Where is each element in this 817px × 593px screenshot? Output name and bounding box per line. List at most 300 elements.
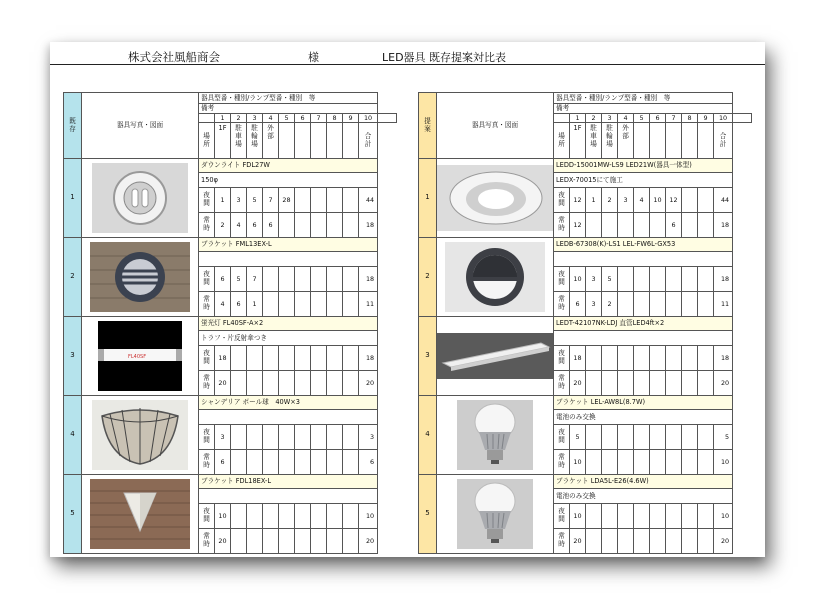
led-round-bracket-photo xyxy=(437,242,553,312)
day-count xyxy=(634,450,650,475)
item-note xyxy=(199,489,378,504)
night-count xyxy=(279,346,295,371)
day-count xyxy=(343,529,359,554)
fluorescent-tube-photo xyxy=(82,321,198,391)
day-count xyxy=(263,292,279,317)
location-name: 駐輪場 xyxy=(606,124,613,148)
day-count xyxy=(698,292,714,317)
type-column-header: 器具型番・種別/ランプ型番・種別 等 xyxy=(554,93,733,104)
day-count xyxy=(263,371,279,396)
day-count xyxy=(650,450,666,475)
day-count xyxy=(295,529,311,554)
item-number: 1 xyxy=(64,159,82,238)
night-total: 44 xyxy=(359,188,378,213)
existing-item-row xyxy=(64,159,397,173)
day-count: 6 xyxy=(666,213,682,238)
day-count xyxy=(618,213,634,238)
honorific: 様 xyxy=(308,51,319,64)
night-total: 18 xyxy=(714,267,733,292)
day-count: 3 xyxy=(586,292,602,317)
day-count xyxy=(311,292,327,317)
day-count xyxy=(698,529,714,554)
day-count xyxy=(682,292,698,317)
item-type: 蛍光灯 FL40SF-A×2 xyxy=(199,317,378,331)
item-note xyxy=(199,410,378,425)
day-label: 常時 xyxy=(558,453,565,469)
night-count: 10 xyxy=(215,504,231,529)
day-count xyxy=(634,292,650,317)
night-count xyxy=(327,188,343,213)
night-count xyxy=(666,346,682,371)
day-count xyxy=(295,371,311,396)
night-count: 18 xyxy=(570,346,586,371)
company-name: 株式会社風船商会 xyxy=(128,50,220,64)
day-count xyxy=(698,450,714,475)
night-label: 夜間 xyxy=(558,191,565,207)
type-column-header: 器具型番・種別/ランプ型番・種別 等 xyxy=(199,93,378,104)
night-count: 3 xyxy=(586,267,602,292)
day-count xyxy=(311,213,327,238)
location-name: 1F xyxy=(573,124,582,132)
day-count xyxy=(343,371,359,396)
night-count xyxy=(343,504,359,529)
item-type: ダウンライト FDL27W xyxy=(199,159,378,173)
day-count xyxy=(618,529,634,554)
day-label: 常時 xyxy=(203,532,210,548)
item-number: 3 xyxy=(419,317,437,396)
day-count xyxy=(650,292,666,317)
note-column-header: 備考 xyxy=(554,104,733,114)
day-count xyxy=(650,371,666,396)
item-number: 5 xyxy=(419,475,437,554)
night-total: 10 xyxy=(359,504,378,529)
night-count xyxy=(650,346,666,371)
night-count xyxy=(602,425,618,450)
day-count xyxy=(650,213,666,238)
day-count xyxy=(231,529,247,554)
night-total: 44 xyxy=(714,188,733,213)
day-count xyxy=(263,529,279,554)
column-number: 10 xyxy=(714,114,733,123)
night-count xyxy=(327,425,343,450)
day-total: 18 xyxy=(359,213,378,238)
existing-item-row xyxy=(64,396,397,410)
day-count xyxy=(295,213,311,238)
night-count: 2 xyxy=(602,188,618,213)
day-label: 常時 xyxy=(558,295,565,311)
day-label: 常時 xyxy=(558,532,565,548)
triangle-bracket-photo xyxy=(82,479,198,549)
day-total: 11 xyxy=(359,292,378,317)
day-count xyxy=(698,213,714,238)
night-label: 夜間 xyxy=(203,191,210,207)
night-count: 7 xyxy=(247,267,263,292)
day-count xyxy=(602,450,618,475)
column-number: 4 xyxy=(263,114,279,123)
existing-item-row xyxy=(64,238,397,252)
column-number: 6 xyxy=(650,114,666,123)
location-name: 外部 xyxy=(622,124,629,140)
day-count xyxy=(682,450,698,475)
document-header xyxy=(50,42,765,62)
day-count xyxy=(666,450,682,475)
item-type: ブラケット FDL18EX-L xyxy=(199,475,378,489)
night-count xyxy=(263,346,279,371)
day-count xyxy=(586,450,602,475)
night-count xyxy=(586,504,602,529)
night-count xyxy=(343,188,359,213)
day-count xyxy=(327,292,343,317)
night-count xyxy=(698,346,714,371)
day-count xyxy=(682,529,698,554)
night-count xyxy=(650,425,666,450)
night-count xyxy=(231,504,247,529)
night-count xyxy=(231,425,247,450)
night-count xyxy=(618,504,634,529)
night-count xyxy=(327,267,343,292)
day-count xyxy=(231,371,247,396)
day-label: 常時 xyxy=(203,453,210,469)
night-count xyxy=(327,346,343,371)
day-count: 6 xyxy=(215,450,231,475)
proposal-item-row xyxy=(419,159,752,173)
column-number: 5 xyxy=(634,114,650,123)
night-count xyxy=(650,267,666,292)
day-count xyxy=(618,292,634,317)
column-number: 9 xyxy=(698,114,714,123)
column-number: 2 xyxy=(231,114,247,123)
day-count: 20 xyxy=(570,371,586,396)
night-count xyxy=(698,504,714,529)
total-header: 合計 xyxy=(364,131,372,148)
day-total: 10 xyxy=(714,450,733,475)
day-count xyxy=(343,213,359,238)
night-count: 12 xyxy=(570,188,586,213)
column-number: 3 xyxy=(247,114,263,123)
day-count xyxy=(602,213,618,238)
day-count: 20 xyxy=(215,371,231,396)
night-count: 1 xyxy=(215,188,231,213)
item-type: LEDT-42107NK-LDJ 直管LED4ft×2 xyxy=(554,317,733,331)
item-type: ブラケット LDA5L-E26(4.6W) xyxy=(554,475,733,489)
existing-item-row xyxy=(64,317,397,331)
day-count xyxy=(618,450,634,475)
column-number: 8 xyxy=(682,114,698,123)
day-count xyxy=(698,371,714,396)
item-note: 電池のみ交換 xyxy=(554,410,733,425)
night-count xyxy=(247,504,263,529)
existing-table xyxy=(63,92,397,554)
night-count: 3 xyxy=(231,188,247,213)
night-count xyxy=(602,346,618,371)
night-total: 5 xyxy=(714,425,733,450)
location-label: 場所 xyxy=(558,131,565,148)
item-type: ブラケット LEL-AW8L(8.7W) xyxy=(554,396,733,410)
day-count: 6 xyxy=(570,292,586,317)
svg-text:FL40SF: FL40SF xyxy=(128,354,147,360)
night-count xyxy=(311,267,327,292)
day-count xyxy=(634,371,650,396)
night-count: 1 xyxy=(586,188,602,213)
document-title: LED器具 既存提案対比表 xyxy=(382,51,507,64)
night-count xyxy=(682,188,698,213)
night-total: 18 xyxy=(359,346,378,371)
night-count xyxy=(634,504,650,529)
night-count xyxy=(634,267,650,292)
night-count: 10 xyxy=(570,267,586,292)
night-count xyxy=(311,346,327,371)
day-total: 20 xyxy=(714,529,733,554)
day-count xyxy=(634,529,650,554)
location-name: 駐車場 xyxy=(590,124,597,148)
existing-item-row xyxy=(64,475,397,489)
day-count xyxy=(247,371,263,396)
night-count: 10 xyxy=(570,504,586,529)
item-type: LEDD-15001MW-LS9 LED21W(器具一体型) xyxy=(554,159,733,173)
item-note xyxy=(554,331,733,346)
night-count xyxy=(666,425,682,450)
day-count xyxy=(279,213,295,238)
night-count xyxy=(634,425,650,450)
night-count: 3 xyxy=(215,425,231,450)
day-count xyxy=(311,371,327,396)
night-count: 4 xyxy=(634,188,650,213)
day-label: 常時 xyxy=(558,216,565,232)
proposal-side-label: 提案 xyxy=(419,93,437,159)
comparison-sheet xyxy=(50,42,765,557)
column-number: 5 xyxy=(279,114,295,123)
day-total: 20 xyxy=(714,371,733,396)
night-total: 3 xyxy=(359,425,378,450)
proposal-table xyxy=(418,92,752,554)
night-label: 夜間 xyxy=(203,507,210,523)
night-count xyxy=(311,425,327,450)
day-count: 2 xyxy=(602,292,618,317)
proposal-item-row xyxy=(419,475,752,489)
day-count: 4 xyxy=(231,213,247,238)
day-count xyxy=(279,450,295,475)
led-tube-fixture-photo xyxy=(437,333,553,379)
day-count xyxy=(682,371,698,396)
night-count xyxy=(586,346,602,371)
night-label: 夜間 xyxy=(203,349,210,365)
column-number: 1 xyxy=(570,114,586,123)
day-label: 常時 xyxy=(203,216,210,232)
night-count xyxy=(343,267,359,292)
day-total: 18 xyxy=(714,213,733,238)
night-count xyxy=(698,267,714,292)
night-count: 10 xyxy=(650,188,666,213)
night-count xyxy=(650,504,666,529)
column-number: 10 xyxy=(359,114,378,123)
item-number: 3 xyxy=(64,317,82,396)
day-count xyxy=(602,371,618,396)
day-count xyxy=(666,371,682,396)
total-header: 合計 xyxy=(719,131,727,148)
day-count xyxy=(343,450,359,475)
night-count xyxy=(634,346,650,371)
day-count: 20 xyxy=(570,529,586,554)
day-count: 4 xyxy=(215,292,231,317)
item-note: LEDX-70015にて施工 xyxy=(554,173,733,188)
day-count xyxy=(279,529,295,554)
day-count xyxy=(327,529,343,554)
location-name: 外部 xyxy=(267,124,274,140)
night-count: 5 xyxy=(570,425,586,450)
night-count xyxy=(295,346,311,371)
day-count: 6 xyxy=(247,213,263,238)
day-count xyxy=(586,529,602,554)
proposal-item-row xyxy=(419,317,752,331)
column-number: 2 xyxy=(586,114,602,123)
day-label: 常時 xyxy=(203,374,210,390)
item-type: LEDB-67308(K)-LS1 LEL-FW6L-GX53 xyxy=(554,238,733,252)
night-count xyxy=(295,425,311,450)
night-count xyxy=(618,267,634,292)
led-downlight-photo xyxy=(437,165,553,231)
night-count xyxy=(666,267,682,292)
day-count xyxy=(666,529,682,554)
night-count xyxy=(343,346,359,371)
night-label: 夜間 xyxy=(558,270,565,286)
night-count xyxy=(311,504,327,529)
column-number: 7 xyxy=(311,114,327,123)
night-count: 7 xyxy=(263,188,279,213)
day-total: 11 xyxy=(714,292,733,317)
day-count xyxy=(263,450,279,475)
photo-column-header: 器具写真・図面 xyxy=(82,93,199,159)
location-label: 場所 xyxy=(203,131,210,148)
night-count: 18 xyxy=(215,346,231,371)
night-count xyxy=(295,188,311,213)
night-count xyxy=(682,267,698,292)
night-total: 10 xyxy=(714,504,733,529)
night-count: 5 xyxy=(602,267,618,292)
night-count: 28 xyxy=(279,188,295,213)
item-number: 2 xyxy=(419,238,437,317)
night-count xyxy=(279,504,295,529)
round-bracket-photo xyxy=(82,242,198,312)
day-count xyxy=(343,292,359,317)
night-count xyxy=(586,425,602,450)
day-count xyxy=(311,529,327,554)
night-count xyxy=(618,346,634,371)
photo-column-header: 器具写真・図面 xyxy=(437,93,554,159)
day-label: 常時 xyxy=(558,374,565,390)
day-count xyxy=(602,529,618,554)
night-count xyxy=(343,425,359,450)
night-count xyxy=(263,504,279,529)
day-count xyxy=(295,292,311,317)
day-count: 10 xyxy=(570,450,586,475)
night-label: 夜間 xyxy=(203,428,210,444)
item-type: シャンデリア ボール球 40W×3 xyxy=(199,396,378,410)
location-name: 駐車場 xyxy=(235,124,242,148)
column-number: 3 xyxy=(602,114,618,123)
night-label: 夜間 xyxy=(558,349,565,365)
night-count xyxy=(247,346,263,371)
night-label: 夜間 xyxy=(203,270,210,286)
item-number: 5 xyxy=(64,475,82,554)
note-column-header: 備考 xyxy=(199,104,378,114)
night-label: 夜間 xyxy=(558,507,565,523)
day-count: 12 xyxy=(570,213,586,238)
night-total: 18 xyxy=(359,267,378,292)
column-number: 8 xyxy=(327,114,343,123)
night-count xyxy=(247,425,263,450)
day-count xyxy=(586,213,602,238)
night-count xyxy=(682,425,698,450)
day-count xyxy=(327,371,343,396)
day-count xyxy=(231,450,247,475)
night-count xyxy=(295,267,311,292)
column-number: 4 xyxy=(618,114,634,123)
day-count xyxy=(247,529,263,554)
item-note: トラフ・片反射傘つき xyxy=(199,331,378,346)
night-count xyxy=(666,504,682,529)
column-number: 7 xyxy=(666,114,682,123)
night-count xyxy=(682,504,698,529)
night-count xyxy=(698,188,714,213)
proposal-panel xyxy=(418,92,752,553)
led-bulb-photo xyxy=(437,479,553,549)
night-count xyxy=(231,346,247,371)
night-count xyxy=(279,425,295,450)
night-count: 6 xyxy=(215,267,231,292)
existing-panel xyxy=(63,92,397,553)
item-note: 電池のみ交換 xyxy=(554,489,733,504)
day-count xyxy=(327,450,343,475)
item-number: 4 xyxy=(64,396,82,475)
day-count xyxy=(682,213,698,238)
night-count: 12 xyxy=(666,188,682,213)
item-number: 4 xyxy=(419,396,437,475)
day-count xyxy=(666,292,682,317)
item-note xyxy=(199,252,378,267)
day-count xyxy=(295,450,311,475)
night-count xyxy=(698,425,714,450)
day-total: 6 xyxy=(359,450,378,475)
chandelier-photo xyxy=(82,400,198,470)
existing-side-label: 既存 xyxy=(64,93,82,159)
column-number: 9 xyxy=(343,114,359,123)
day-count xyxy=(279,292,295,317)
night-count xyxy=(682,346,698,371)
day-count xyxy=(650,529,666,554)
day-label: 常時 xyxy=(203,295,210,311)
day-count: 1 xyxy=(247,292,263,317)
day-count xyxy=(634,213,650,238)
proposal-item-row xyxy=(419,396,752,410)
item-note xyxy=(554,252,733,267)
night-count xyxy=(618,425,634,450)
day-count: 6 xyxy=(263,213,279,238)
night-count: 5 xyxy=(231,267,247,292)
item-note: 150φ xyxy=(199,173,378,188)
led-bulb-photo xyxy=(437,400,553,470)
day-count xyxy=(327,213,343,238)
night-count xyxy=(279,267,295,292)
day-count xyxy=(279,371,295,396)
downlight-photo xyxy=(82,163,198,233)
day-count xyxy=(618,371,634,396)
night-count: 5 xyxy=(247,188,263,213)
day-count: 20 xyxy=(215,529,231,554)
item-number: 2 xyxy=(64,238,82,317)
location-name: 1F xyxy=(218,124,227,132)
item-number: 1 xyxy=(419,159,437,238)
day-total: 20 xyxy=(359,529,378,554)
